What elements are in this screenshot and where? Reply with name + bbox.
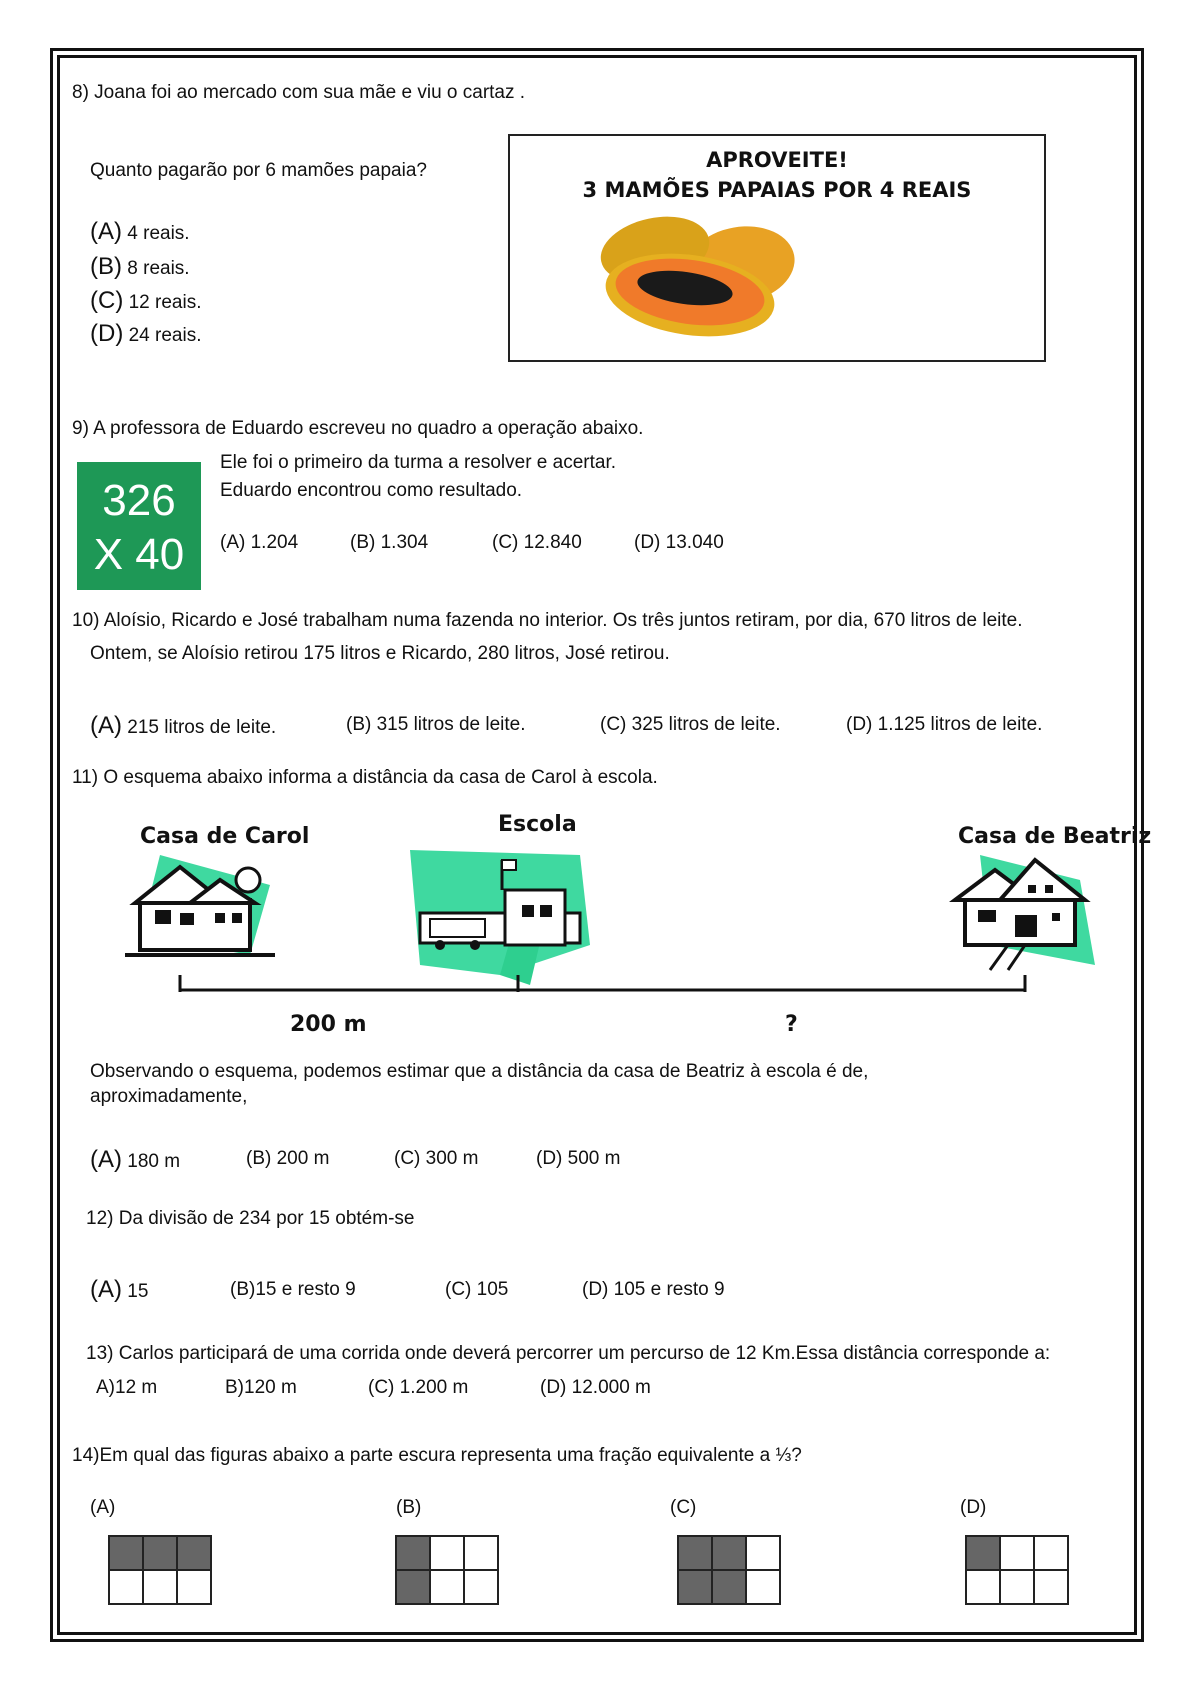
q8-question: Quanto pagarão por 6 mamões papaia? [90,160,427,181]
chalkboard [77,462,201,590]
q10-option-b[interactable]: (B) 315 litros de leite. [346,714,526,735]
q8-option-a[interactable]: (A) 4 reais. [90,218,190,245]
q8-option-b[interactable]: (B) 8 reais. [90,253,190,280]
q12-option-c[interactable]: (C) 105 [445,1279,509,1300]
label-casa-beatriz: Casa de Beatriz [958,824,1152,849]
q10-stem: 10) Aloísio, Ricardo e José trabalham numa fazenda no interior. Os três juntos retiram, por dia, 670 litros de leite. [72,610,1023,631]
label-casa-carol: Casa de Carol [140,824,310,849]
q13-stem: 13) Carlos participará de uma corrida onde deverá percorrer um percurso de 12 Km.Essa distância corresponde a: [86,1343,1051,1364]
q14-label-c: (C) [670,1497,697,1518]
school-icon [410,850,590,985]
q14-stem: 14)Em qual das figuras abaixo a parte escura representa uma fração equivalente a ⅓? [72,1445,802,1466]
poster-title: APROVEITE! [706,148,848,172]
label-escola: Escola [498,812,577,837]
distance-line [180,975,1025,992]
q11-text2: aproximadamente, [90,1086,248,1107]
q14-label-d: (D) [960,1497,987,1518]
papaya-poster [508,134,1046,362]
q9-stem: 9) A professora de Eduardo escreveu no quadro a operação abaixo. [72,418,644,439]
q9-option-b[interactable]: (B) 1.304 [350,532,429,553]
q9-option-d[interactable]: (D) 13.040 [634,532,724,553]
board-multiplier: X 40 [93,530,185,579]
q11-option-a[interactable]: (A) 180 m [90,1146,181,1173]
q11-stem: 11) O esquema abaixo informa a distância da casa de Carol à escola. [72,767,658,788]
q10-option-c[interactable]: (C) 325 litros de leite. [600,714,781,735]
q13-option-d[interactable]: (D) 12.000 m [540,1377,651,1398]
distance-diagram [120,845,1120,1005]
house-carol-icon [125,855,275,955]
q9-line2: Eduardo encontrou como resultado. [220,480,523,501]
poster-offer: 3 MAMÕES PAPAIAS POR 4 REAIS [582,178,972,202]
q8-option-c[interactable]: (C) 12 reais. [90,287,202,314]
q10-option-a[interactable]: (A) 215 litros de leite. [90,712,277,739]
figure-b[interactable] [395,1535,499,1605]
figure-d[interactable] [965,1535,1069,1605]
q13-option-a[interactable]: A)12 m [96,1377,158,1398]
q8-option-d[interactable]: (D) 24 reais. [90,320,202,347]
q9-line1: Ele foi o primeiro da turma a resolver e acertar. [220,452,617,473]
q8-stem: 8) Joana foi ao mercado com sua mãe e viu o cartaz . [72,82,526,103]
board-multiplicand: 326 [102,476,176,525]
house-beatriz-icon [955,855,1095,970]
q14-label-b: (B) [396,1497,422,1518]
q11-option-c[interactable]: (C) 300 m [394,1148,479,1169]
q12-stem: 12) Da divisão de 234 por 15 obtém-se [86,1208,415,1229]
q11-option-d[interactable]: (D) 500 m [536,1148,621,1169]
distance-unknown: ? [785,1012,798,1037]
q10-stem2: Ontem, se Aloísio retirou 175 litros e Ricardo, 280 litros, José retirou. [90,643,670,664]
q13-option-c[interactable]: (C) 1.200 m [368,1377,469,1398]
figure-a[interactable] [108,1535,212,1605]
q9-option-a[interactable]: (A) 1.204 [220,532,299,553]
q13-option-b[interactable]: B)120 m [225,1377,297,1398]
q11-text1: Observando o esquema, podemos estimar que a distância da casa de Beatriz à escola é de, [90,1061,869,1082]
distance-200m: 200 m [290,1012,367,1037]
q12-option-d[interactable]: (D) 105 e resto 9 [582,1279,725,1300]
figure-c[interactable] [677,1535,781,1605]
q12-option-a[interactable]: (A) 15 [90,1276,149,1303]
q14-label-a: (A) [90,1497,116,1518]
q12-option-b[interactable]: (B)15 e resto 9 [230,1279,356,1300]
q11-option-b[interactable]: (B) 200 m [246,1148,330,1169]
papaya-image [590,210,830,360]
q9-option-c[interactable]: (C) 12.840 [492,532,582,553]
q10-option-d[interactable]: (D) 1.125 litros de leite. [846,714,1043,735]
